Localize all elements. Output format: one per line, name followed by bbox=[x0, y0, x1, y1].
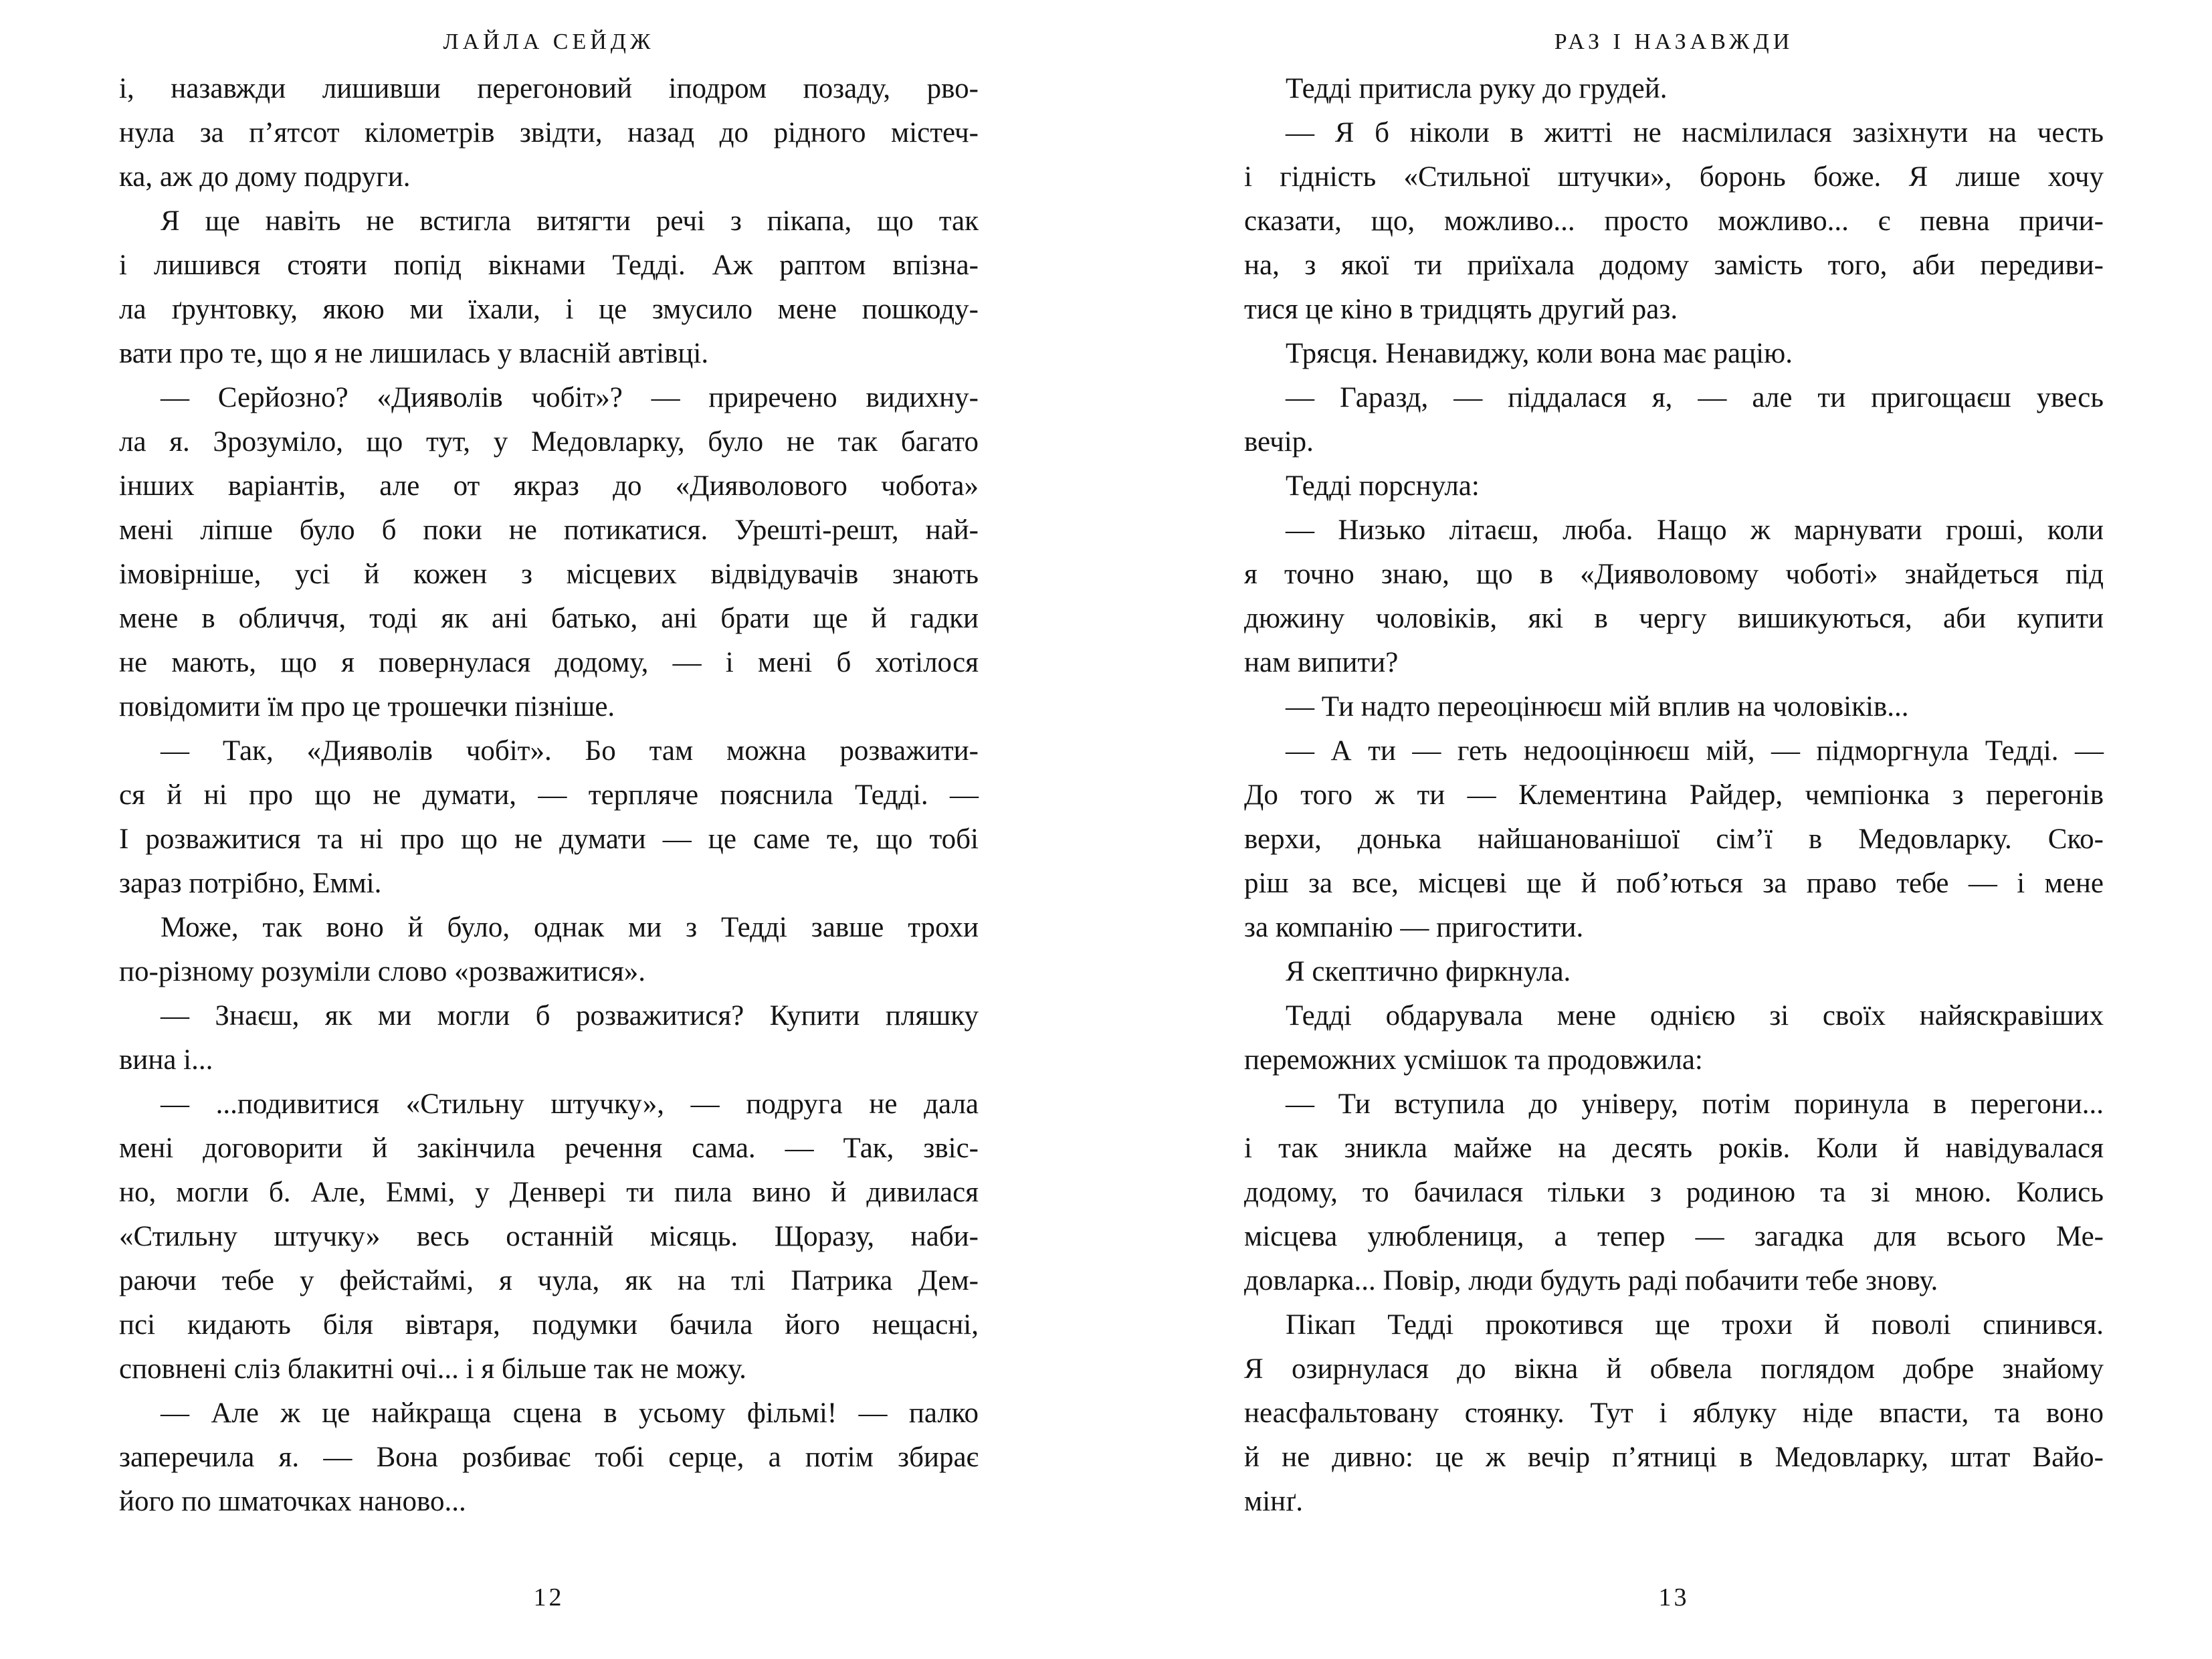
text-line: і гідність «Стильної штучки», боронь боже. Я лише хочу bbox=[1244, 161, 2104, 193]
text-line: й не дивно: це ж вечір п’ятниці в Медовларку, штат Вайо- bbox=[1244, 1442, 2104, 1473]
text-line: Я скептично фиркнула. bbox=[1286, 956, 1571, 987]
text-line: повідомити їм про це трошечки пізніше. bbox=[119, 691, 615, 722]
paragraph bbox=[1244, 1303, 2104, 1524]
text-line: я точно знаю, що в «Дияволовому чоботі» знайдеться під bbox=[1244, 559, 2104, 590]
paragraph bbox=[119, 994, 979, 1082]
paragraph bbox=[1244, 685, 2104, 729]
text-line: зараз потрібно, Еммі. bbox=[119, 868, 382, 899]
text-line: нула за п’ятсот кілометрів звідти, назад до рідного містеч- bbox=[119, 117, 979, 149]
text-line: вати про те, що я не лишилась у власній автівці. bbox=[119, 338, 709, 369]
page-number-right: 13 bbox=[1658, 1583, 1690, 1612]
text-line: раючи тебе у фейстаймі, я чула, як на тлі Патрика Дем- bbox=[119, 1265, 979, 1296]
text-line: Я озирнулася до вікна й обвела поглядом добре знайому bbox=[1244, 1353, 2104, 1385]
text-line: — Ти надто переоцінюєш мій вплив на чоловіків... bbox=[1286, 691, 1909, 722]
text-line: мене в обличчя, тоді як ані батько, ані брати ще й гадки bbox=[119, 603, 979, 634]
text-line: Тедді притисла руку до грудей. bbox=[1286, 73, 1668, 104]
text-line: — Я б ніколи в житті не насмілилася зазіхнути на честь bbox=[1286, 117, 2104, 149]
text-line: на, з якої ти приїхала додому замість того, аби передиви- bbox=[1244, 250, 2104, 281]
text-line: сповнені сліз блакитні очі... і я більше так не можу. bbox=[119, 1353, 746, 1385]
text-line: інших варіантів, але от якраз до «Дияволового чобота» bbox=[119, 470, 979, 502]
text-line: імовірніше, усі й кожен з місцевих відвідувачів знають bbox=[119, 559, 979, 590]
text-line: верхи, донька найшанованішої сім’ї в Медовларку. Ско- bbox=[1244, 823, 2104, 855]
text-line: сказати, що, можливо... просто можливо... є певна причи- bbox=[1244, 205, 2104, 237]
paragraph bbox=[1244, 508, 2104, 685]
text-line: — Низько літаєш, люба. Нащо ж марнувати гроші, коли bbox=[1286, 514, 2104, 546]
text-line: ла ґрунтовку, якою ми їхали, і це змусило мене пошкоду- bbox=[119, 294, 979, 325]
paragraph bbox=[119, 1391, 979, 1524]
paragraph bbox=[1244, 464, 2104, 508]
paragraph bbox=[1244, 1082, 2104, 1303]
paragraph bbox=[119, 1082, 979, 1391]
text-line: — Ти вступила до універу, потім поринула в перегони... bbox=[1286, 1088, 2104, 1120]
text-line: дюжину чоловіків, які в чергу вишикуються, аби купити bbox=[1244, 603, 2104, 634]
text-line: — Але ж це найкраща сцена в усьому фільмі! — палко bbox=[161, 1397, 979, 1429]
text-line: Може, так воно й було, однак ми з Тедді завше трохи bbox=[161, 912, 979, 943]
paragraph bbox=[119, 67, 979, 199]
text-line: ка, аж до дому подруги. bbox=[119, 161, 411, 193]
running-head-title: РАЗ І НАЗАВЖДИ bbox=[1554, 29, 1794, 54]
text-line: ла я. Зрозуміло, що тут, у Медовларку, було не так багато bbox=[119, 426, 979, 458]
paragraph bbox=[1244, 950, 2104, 994]
text-line: — Гаразд, — піддалася я, — але ти пригощаєш увесь bbox=[1286, 382, 2104, 413]
body-text-right bbox=[1244, 67, 2104, 1524]
text-line: мені ліпше було б поки не потикатися. Урешті-решт, най- bbox=[119, 514, 979, 546]
text-line: Пікап Тедді прокотився ще трохи й поволі спинився. bbox=[1286, 1309, 2104, 1341]
page-right bbox=[1244, 0, 2104, 1659]
text-line: додому, то бачилася тільки з родиною та зі мною. Колись bbox=[1244, 1177, 2104, 1208]
text-line: До того ж ти — Клементина Райдер, чемпіонка з перегонів bbox=[1244, 779, 2104, 811]
text-line: псі кидають біля вівтаря, подумки бачила його нещасні, bbox=[119, 1309, 979, 1341]
text-line: неасфальтовану стоянку. Тут і яблуку ніде впасти, та воно bbox=[1244, 1397, 2104, 1429]
paragraph bbox=[119, 199, 979, 376]
text-line: — Знаєш, як ми могли б розважитися? Купити пляшку bbox=[161, 1000, 979, 1032]
text-line: вина і... bbox=[119, 1044, 213, 1076]
paragraph bbox=[119, 729, 979, 906]
text-line: і, назавжди лишивши перегоновий іподром позаду, рво- bbox=[119, 73, 979, 104]
text-line: і лишився стояти попід вікнами Тедді. Аж раптом впізна- bbox=[119, 250, 979, 281]
text-line: Трясця. Ненавиджу, коли вона має рацію. bbox=[1286, 338, 1793, 369]
text-line: переможних усмішок та продовжила: bbox=[1244, 1044, 1703, 1076]
text-line: мені договорити й закінчила речення сама. — Так, звіс- bbox=[119, 1133, 979, 1164]
text-line: місцева улюблениця, а тепер — загадка для всього Ме- bbox=[1244, 1221, 2104, 1252]
text-line: тися це кіно в тридцять другий раз. bbox=[1244, 294, 1678, 325]
text-line: довларка... Повір, люди будуть раді побачити тебе знову. bbox=[1244, 1265, 1938, 1296]
text-line: — Серйозно? «Дияволів чобіт»? — приречено видихну- bbox=[161, 382, 979, 413]
text-line: Я ще навіть не встигла витягти речі з пікапа, що так bbox=[161, 205, 979, 237]
text-line: «Стильну штучку» весь останній місяць. Щоразу, наби- bbox=[119, 1221, 979, 1252]
paragraph bbox=[1244, 729, 2104, 950]
text-line: — ...подивитися «Стильну штучку», — подруга не дала bbox=[161, 1088, 979, 1120]
body-text-left bbox=[119, 67, 979, 1524]
text-line: Тедді порснула: bbox=[1286, 470, 1480, 502]
paragraph bbox=[1244, 994, 2104, 1082]
text-line: мінґ. bbox=[1244, 1486, 1304, 1517]
text-line: І розважитися та ні про що не думати — це саме те, що тобі bbox=[119, 823, 979, 855]
paragraph bbox=[119, 376, 979, 729]
text-line: не мають, що я повернулася додому, — і мені б хотілося bbox=[119, 647, 979, 678]
paragraph bbox=[1244, 67, 2104, 111]
text-line: ся й ні про що не думати, — терпляче пояснила Тедді. — bbox=[119, 779, 979, 811]
paragraph bbox=[1244, 332, 2104, 376]
text-line: і так зникла майже на десять років. Коли й навідувалася bbox=[1244, 1133, 2104, 1164]
text-line: Тедді обдарувала мене однією зі своїх найяскравіших bbox=[1286, 1000, 2104, 1032]
text-line: ріш за все, місцеві ще й поб’ються за право тебе — і мене bbox=[1244, 868, 2104, 899]
paragraph bbox=[1244, 111, 2104, 332]
text-line: — А ти — геть недооцінюєш мій, — підморгнула Тедді. — bbox=[1286, 735, 2104, 767]
paragraph bbox=[119, 906, 979, 994]
running-head-author: ЛАЙЛА СЕЙДЖ bbox=[443, 29, 655, 54]
text-line: вечір. bbox=[1244, 426, 1314, 458]
text-line: заперечила я. — Вона розбиває тобі серце, а потім збирає bbox=[119, 1442, 979, 1473]
text-line: но, могли б. Але, Еммі, у Денвері ти пила вино й дивилася bbox=[119, 1177, 979, 1208]
text-line: нам випити? bbox=[1244, 647, 1399, 678]
text-line: по-різному розуміли слово «розважитися». bbox=[119, 956, 646, 987]
paragraph bbox=[1244, 376, 2104, 464]
text-line: його по шматочках наново... bbox=[119, 1486, 466, 1517]
page-number-left: 12 bbox=[533, 1583, 565, 1612]
page-left bbox=[119, 0, 979, 1659]
text-line: за компанію — пригостити. bbox=[1244, 912, 1584, 943]
text-line: — Так, «Дияволів чобіт». Бо там можна розважити- bbox=[161, 735, 979, 767]
